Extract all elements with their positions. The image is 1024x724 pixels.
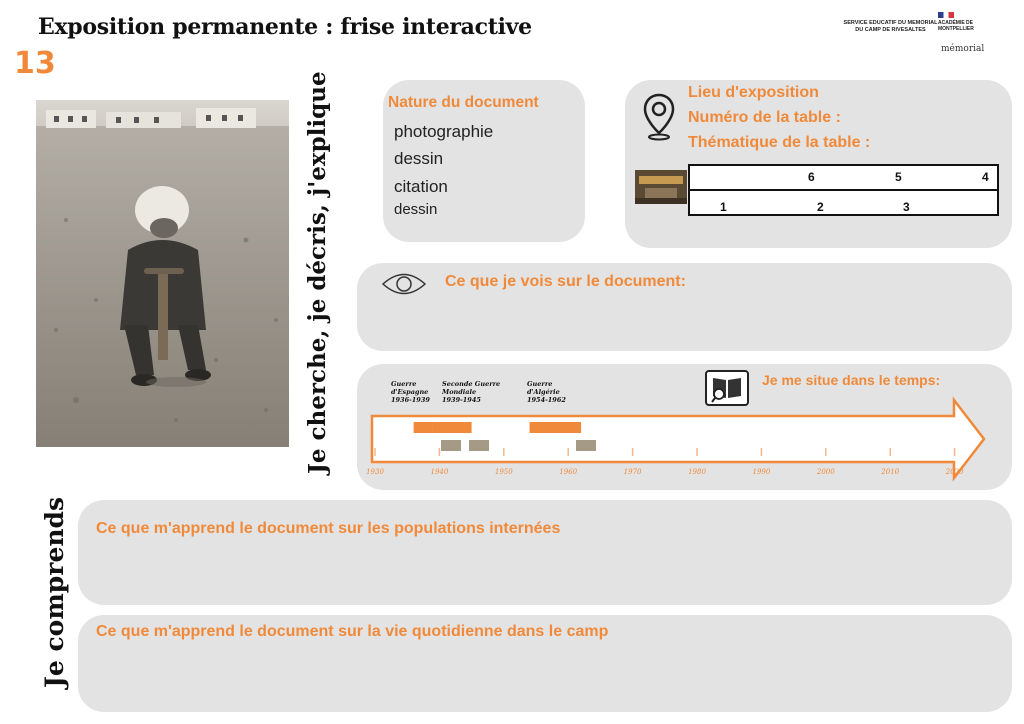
table-plan [688,164,999,216]
timeline-placeholder[interactable] [441,440,461,451]
table-cell[interactable]: 4 [982,170,989,184]
page-title: Exposition permanente : frise interactive [38,14,532,40]
table-number-label: Numéro de la table : [688,109,841,126]
side-label-understand: Je comprends [40,496,69,688]
table-cell[interactable]: 6 [808,170,815,184]
observation-title: Ce que je vois sur le document: [445,273,686,290]
nature-option[interactable]: photographie [394,122,494,141]
timeline-event-bar[interactable] [414,422,433,433]
republic-flag-icon [938,12,954,18]
memorial-logo: mémorial [941,44,985,54]
populations-panel[interactable] [78,500,1012,605]
table-theme-label: Thématique de la table : [688,134,871,151]
academie-logo: ACADÉMIE DE MONTPELLIER [938,20,974,32]
nature-option[interactable]: dessin [394,149,444,168]
side-label-search: Je cherche, je décris, j'explique [304,71,331,474]
table-cell[interactable]: 3 [903,200,910,214]
lieu-label: Lieu d'exposition [688,84,819,101]
timeline-tick-label: 1930 [366,468,384,476]
nature-panel [383,80,585,242]
timeline-placeholder[interactable] [576,440,596,451]
timeline-tick-label: 2010 [881,468,900,476]
timeline-tick-label: 1950 [494,468,513,476]
exhibition-room-thumbnail [635,170,687,204]
timeline-tick-label: 1940 [430,468,449,476]
logos [843,10,993,62]
populations-question: Ce que m'apprend le document sur les populations internées [96,520,561,537]
eye-icon [381,271,427,297]
timeline-event-bar[interactable] [433,422,472,433]
lieu-panel [625,80,1012,248]
observation-panel[interactable] [357,263,1012,351]
document-number: 13 [14,46,56,81]
nature-option[interactable]: dessin [394,201,438,218]
location-pin-icon [642,93,676,141]
timeline-event-bar[interactable] [530,422,582,433]
timeline-tick-label: 1960 [559,468,578,476]
table-cell[interactable]: 5 [895,170,902,184]
timeline-title: Je me situe dans le temps: [762,372,941,388]
timeline-event-label: Seconde Guerre Mondiale 1939-1945 [442,380,501,404]
timeline-tick-label: 1990 [752,468,771,476]
timeline-chart [357,364,1012,490]
timeline-panel [357,364,1012,490]
nature-title: Nature du document [388,94,539,111]
table-cell[interactable]: 1 [720,200,727,214]
service-educatif-logo: SERVICE EDUCATIF DU MEMORIAL DU CAMP DE RIVESALTES [843,20,938,33]
timeline-tick-label: 2020 [945,468,964,476]
daily-life-panel[interactable] [78,615,1012,712]
daily-life-question: Ce que m'apprend le document sur la vie quotidienne dans le camp [96,623,609,640]
timeline-tick-label: 1980 [688,468,706,476]
timeline-event-label: Guerre d'Algérie 1954-1962 [527,380,566,404]
timeline-event-label: Guerre d'Espagne 1936-1939 [391,380,430,404]
table-cell[interactable]: 2 [817,200,824,214]
timeline-placeholder[interactable] [469,440,489,451]
timeline-tick-label: 2000 [816,468,835,476]
timeline-tick-label: 1970 [623,468,642,476]
archive-photograph [36,100,289,447]
nature-option[interactable]: citation [394,177,448,196]
